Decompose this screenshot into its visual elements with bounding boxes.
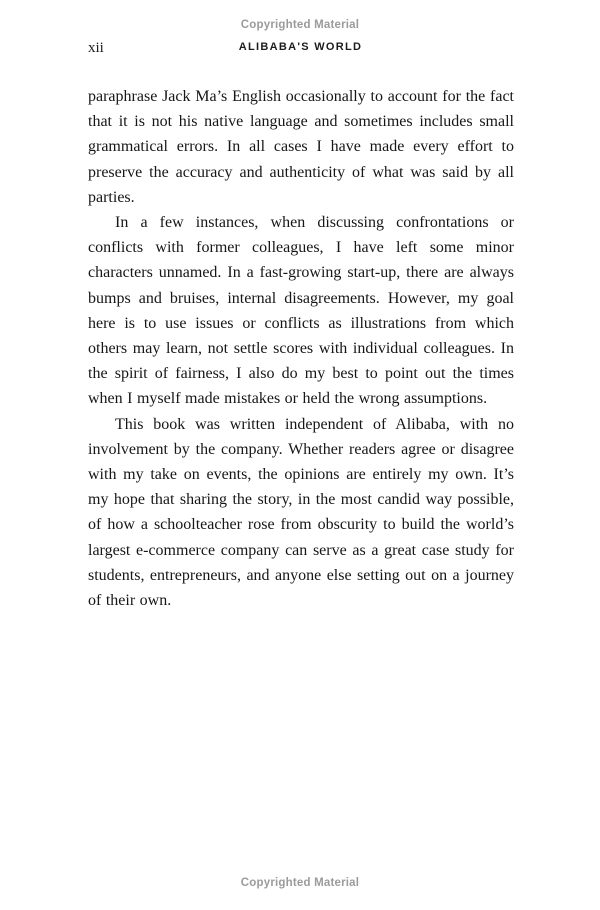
paragraph-continuation: paraphrase Jack Ma’s English occasionally to account for the fact that it is not his native language and sometimes includes small grammatical errors. In all cases I have made every effort to preserve the accuracy and authenticity of what was said by all parties. bbox=[88, 88, 514, 206]
copyright-notice-bottom: Copyrighted Material bbox=[240, 877, 360, 889]
paragraph: This book was written independent of Alibaba, with no involvement by the company. Whether readers agree or disagree with my take on events, the opinions are entirely my own. It’s my hope that sharing the story, in the most candid way possible, of how a schoolteacher rose from obscurity to build the world’s largest e-commerce company can serve as a great case study for students, entrepreneurs, and anyone else setting out on a journey of their own. bbox=[88, 415, 514, 610]
page-header bbox=[88, 40, 513, 56]
body-text bbox=[88, 84, 514, 613]
copyright-notice-top: Copyrighted Material bbox=[240, 19, 360, 31]
running-header-title: ALIBABA'S WORLD bbox=[238, 41, 363, 53]
page-number: xii bbox=[88, 40, 104, 56]
paragraph: In a few instances, when discussing confrontations or conflicts with former colleagues, I have left some minor characters unnamed. In a fast-growing start-up, there are always bumps and bruises, internal disagreements. However, my goal here is to use issues or conflicts as illustrations from which others may learn, not settle scores with individual colleagues. In the spirit of fairness, I also do my best to point out the times when I myself made mistakes or held the wrong assumptions. bbox=[88, 214, 514, 408]
